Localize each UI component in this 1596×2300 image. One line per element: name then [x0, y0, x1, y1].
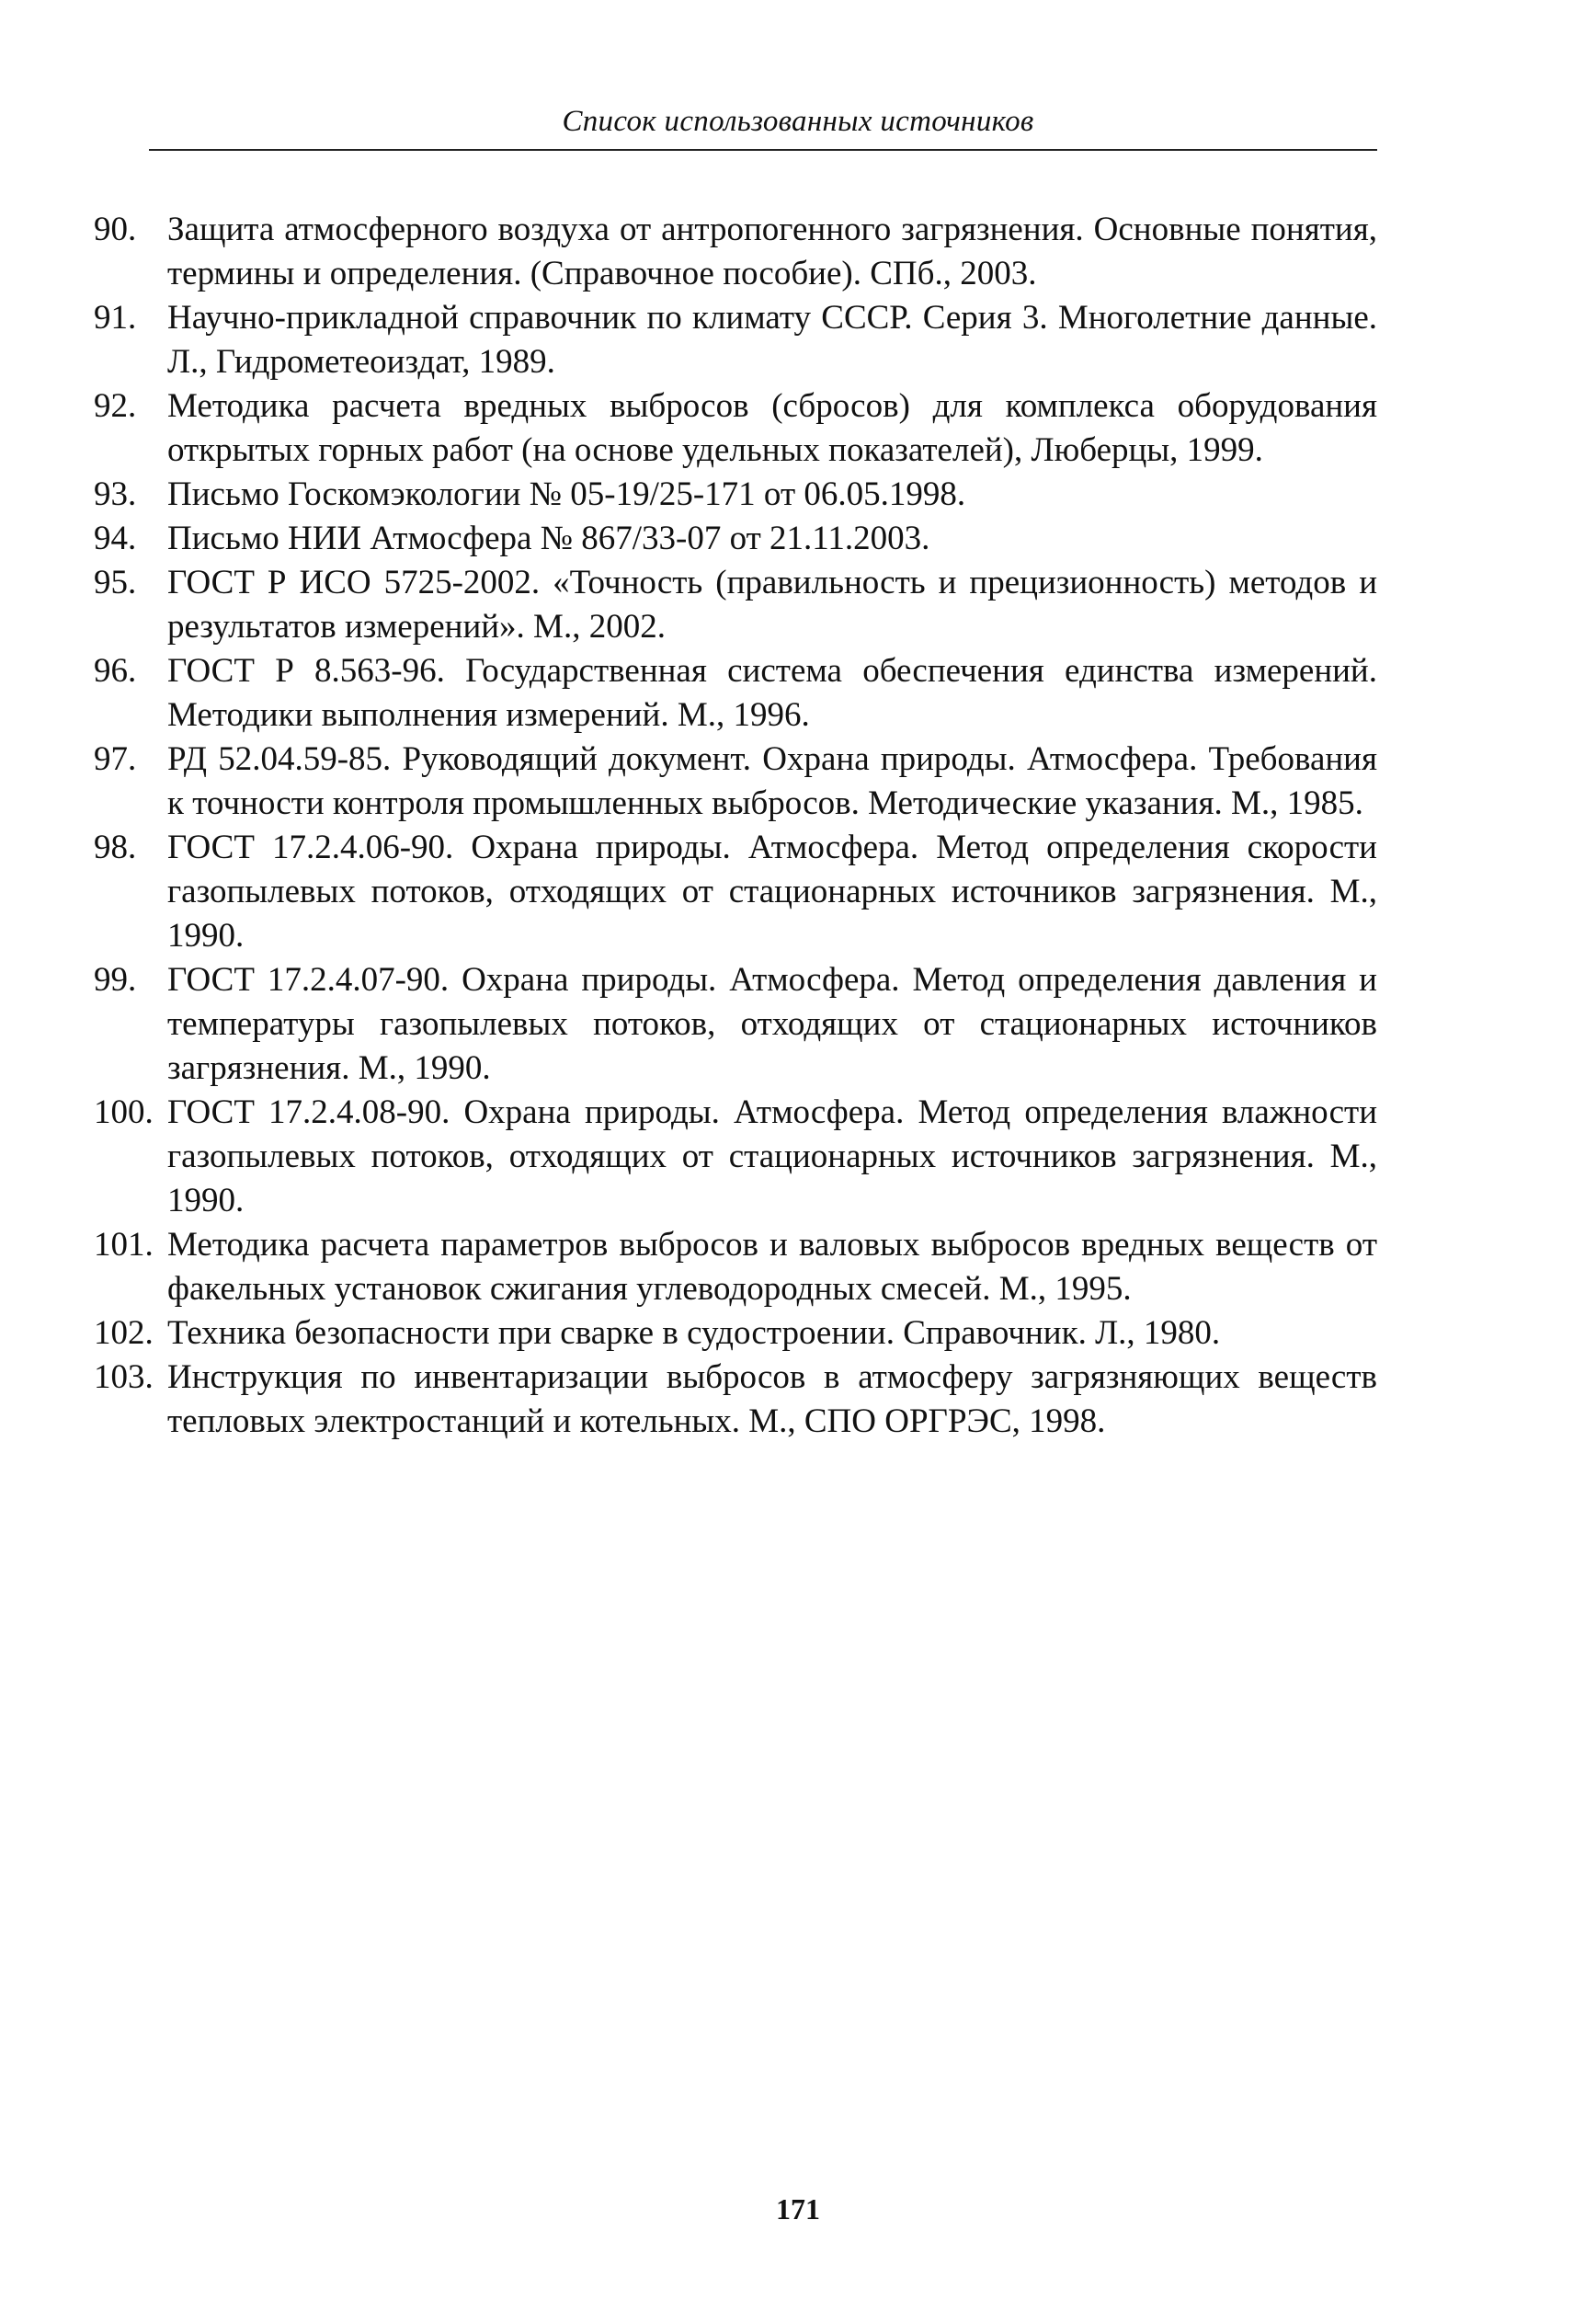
reference-text: ГОСТ 17.2.4.06-90. Охрана природы. Атмосфера. Метод определения скорости газопылевых потоков, отходящих от стационарных источников загрязнения. М., 1990. [167, 829, 1377, 955]
reference-number: 97. [94, 740, 137, 778]
page-number: 171 [776, 2192, 820, 2226]
reference-item [94, 208, 1377, 296]
reference-number: 93. [94, 475, 137, 513]
reference-item [94, 1223, 1377, 1311]
reference-number: 94. [94, 520, 137, 557]
header-rule [149, 149, 1377, 151]
reference-text: Письмо Госкомэкологии № 05-19/25-171 от 06.05.1998. [167, 475, 966, 513]
reference-item [94, 738, 1377, 826]
reference-number: 92. [94, 387, 137, 425]
running-header: Список использованных источников [562, 105, 1034, 138]
reference-number: 99. [94, 961, 137, 999]
reference-number: 103. [94, 1358, 154, 1396]
reference-text: ГОСТ 17.2.4.07-90. Охрана природы. Атмосфера. Метод определения давления и температуры газопылевых потоков, отходящих от стационарных источников загрязнения. М., 1990. [167, 961, 1377, 1087]
reference-item [94, 1311, 1377, 1356]
reference-text: ГОСТ 17.2.4.08-90. Охрана природы. Атмосфера. Метод определения влажности газопылевых потоков, отходящих от стационарных источников загрязнения. М., 1990. [167, 1093, 1377, 1219]
reference-item [94, 296, 1377, 384]
reference-number: 91. [94, 299, 137, 337]
reference-text: Методика расчета вредных выбросов (сбросов) для комплекса оборудования открытых горных работ (на основе удельных показателей), Люберцы, 1999. [167, 387, 1377, 469]
reference-text: Методика расчета параметров выбросов и валовых выбросов вредных веществ от факельных установок сжигания углеводородных смесей. М., 1995. [167, 1226, 1377, 1308]
reference-number: 95. [94, 564, 137, 601]
reference-item [94, 1091, 1377, 1223]
reference-item [94, 473, 1377, 517]
reference-text: Научно-прикладной справочник по климату СССР. Серия 3. Многолетние данные. Л., Гидрометеоиздат, 1989. [167, 299, 1377, 381]
reference-number: 98. [94, 829, 137, 866]
reference-number: 90. [94, 211, 137, 248]
reference-list [94, 208, 1377, 1444]
reference-item [94, 958, 1377, 1091]
reference-item [94, 1356, 1377, 1444]
reference-item [94, 649, 1377, 738]
reference-text: Защита атмосферного воздуха от антропогенного загрязнения. Основные понятия, термины и определения. (Справочное пособие). СПб., 2003. [167, 211, 1377, 292]
reference-text: Письмо НИИ Атмосфера № 867/33-07 от 21.11.2003. [167, 520, 930, 557]
reference-text: ГОСТ Р ИСО 5725-2002. «Точность (правильность и прецизионность) методов и результатов измерений». М., 2002. [167, 564, 1377, 646]
reference-text: ГОСТ Р 8.563-96. Государственная система обеспечения единства измерений. Методики выполнения измерений. М., 1996. [167, 652, 1377, 734]
reference-item [94, 561, 1377, 649]
reference-number: 100. [94, 1093, 154, 1131]
reference-number: 96. [94, 652, 137, 690]
reference-text: Инструкция по инвентаризации выбросов в атмосферу загрязняющих веществ тепловых электростанций и котельных. М., СПО ОРГРЭС, 1998. [167, 1358, 1377, 1440]
reference-item [94, 826, 1377, 958]
reference-number: 102. [94, 1314, 154, 1352]
reference-item [94, 517, 1377, 561]
reference-text: Техника безопасности при сварке в судостроении. Справочник. Л., 1980. [167, 1314, 1221, 1352]
reference-text: РД 52.04.59-85. Руководящий документ. Охрана природы. Атмосфера. Требования к точности контроля промышленных выбросов. Методические указания. М., 1985. [167, 740, 1377, 822]
reference-item [94, 384, 1377, 473]
reference-number: 101. [94, 1226, 154, 1264]
